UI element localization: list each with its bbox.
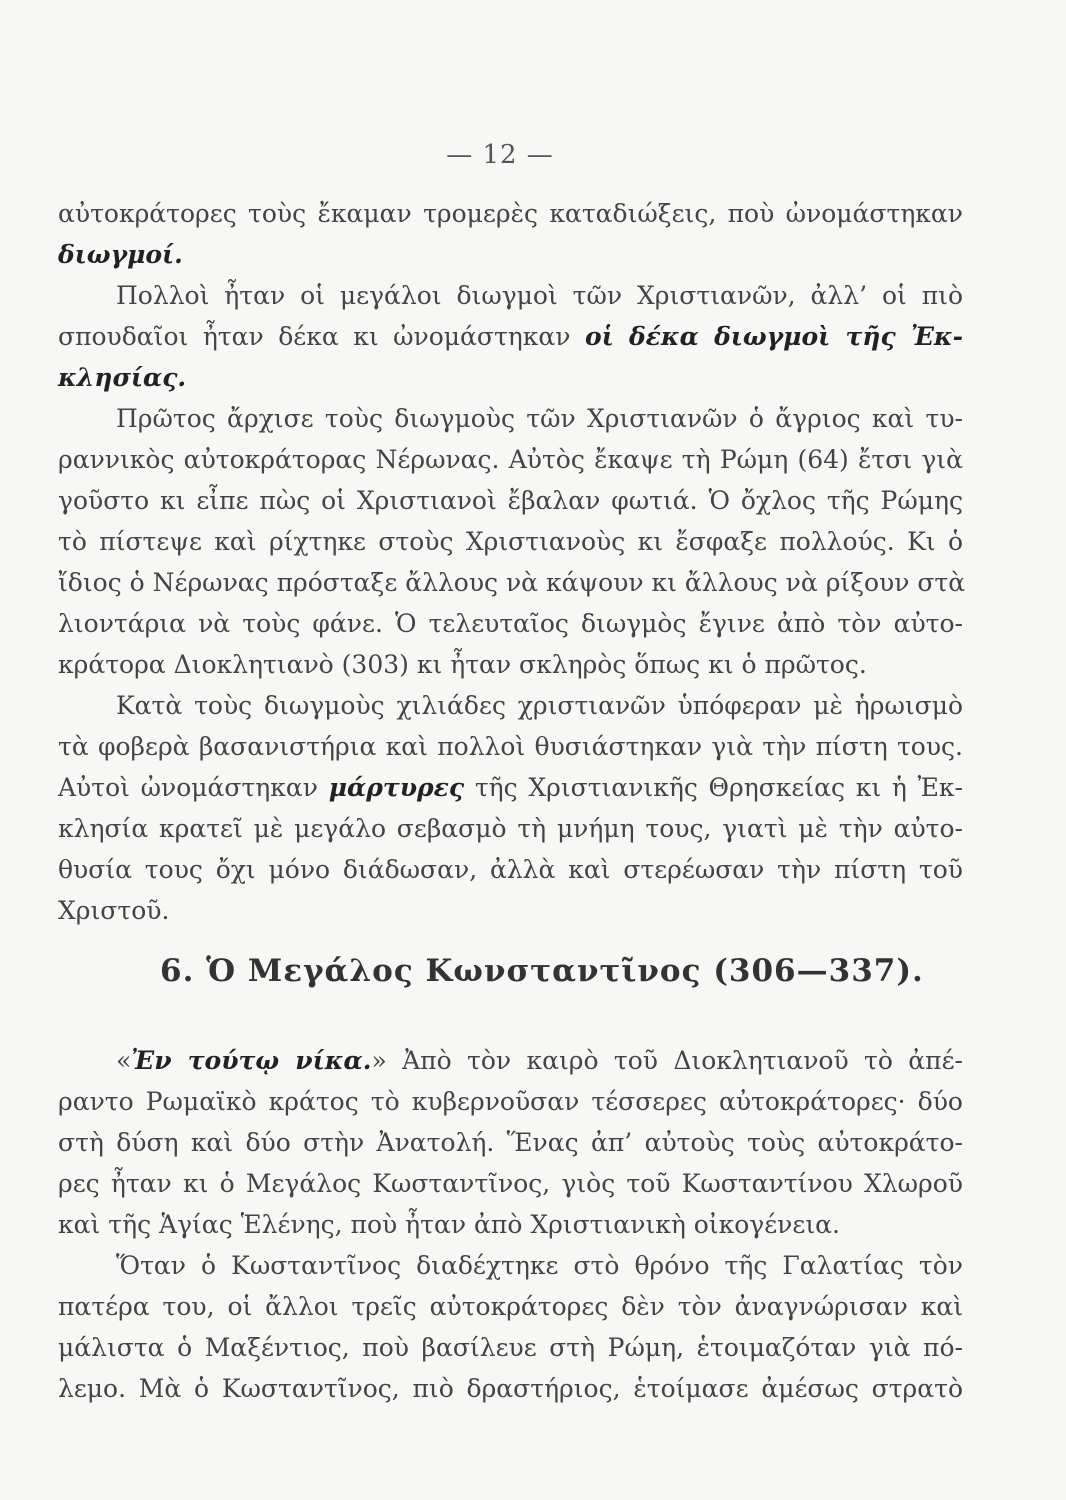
text-line bbox=[58, 1286, 963, 1327]
text-line bbox=[58, 726, 963, 767]
text-line bbox=[58, 1245, 963, 1286]
line-text: τὰ φοβερὰ βασανιστήρια καὶ πολλοὶ θυσιάστηκαν γιὰ τὴν πίστη τους. bbox=[58, 732, 963, 761]
text-block-persecutions bbox=[58, 193, 966, 931]
text-line bbox=[58, 685, 963, 726]
text-line bbox=[58, 767, 963, 808]
line-text: αὐτοκράτορες τοὺς ἔκαμαν τρομερὲς καταδιώξεις, ποὺ ὠνομάστηκαν bbox=[58, 199, 963, 228]
line-text: γοῦστο κι εἶπε πὼς οἱ Χριστιανοὶ ἔβαλαν φωτιά. Ὁ ὄχλος τῆς Ρώμης bbox=[58, 486, 963, 515]
text-line bbox=[58, 234, 963, 275]
text-line bbox=[58, 603, 963, 644]
text-line bbox=[58, 808, 963, 849]
text-line bbox=[58, 1327, 963, 1368]
text-line bbox=[58, 1204, 963, 1245]
text-line bbox=[58, 1122, 963, 1163]
line-text: λεμο. Μὰ ὁ Κωσταντῖνος, πιὸ δραστήριος, ἑτοίμασε ἀμέσως στρατὸ bbox=[58, 1374, 963, 1403]
line-text: ρες ἦταν κι ὁ Μεγάλος Κωσταντῖνος, γιὸς τοῦ Κωσταντίνου Χλωροῦ bbox=[58, 1169, 963, 1198]
emphasized-term: μάρτυρες bbox=[328, 773, 465, 802]
text-line bbox=[58, 193, 963, 234]
line-text: στὴ δύση καὶ δύο στὴν Ἀνατολή. Ἕνας ἀπ’ αὐτοὺς τοὺς αὐτοκράτο- bbox=[58, 1128, 963, 1157]
line-text: θυσία τους ὄχι μόνο διάδωσαν, ἀλλὰ καὶ στερέωσαν τὴν πίστη τοῦ bbox=[58, 855, 963, 884]
emphasized-term: διωγμοί. bbox=[58, 240, 183, 269]
line-text: τῆς Χριστιανικῆς Θρησκείας κι ἡ Ἐκ- bbox=[464, 773, 963, 802]
text-line bbox=[58, 644, 963, 685]
text-line bbox=[58, 398, 963, 439]
emphasized-term: Ἐν τούτῳ νίκα. bbox=[131, 1046, 372, 1075]
line-text: Κατὰ τοὺς διωγμοὺς χιλιάδες χριστιανῶν ὑπόφεραν μὲ ἡρωισμὸ bbox=[116, 691, 963, 720]
line-text: ἴδιος ὁ Νέρωνας πρόσταξε ἄλλους νὰ κάψουν κι ἄλλους νὰ ρίξουν στὰ bbox=[58, 568, 966, 597]
page-number: — 12 — bbox=[446, 140, 554, 170]
line-text: καὶ τῆς Ἁγίας Ἑλένης, ποὺ ἦταν ἀπὸ Χριστιανικὴ οἰκογένεια. bbox=[58, 1210, 840, 1239]
text-line bbox=[58, 439, 963, 480]
line-text: μάλιστα ὁ Μαξέντιος, ποὺ βασίλευε στὴ Ρώμη, ἑτοιμαζόταν γιὰ πό- bbox=[58, 1333, 963, 1362]
emphasized-term: οἱ δέκα διωγμοὶ τῆς Ἐκ- bbox=[584, 322, 963, 351]
line-text: τὸ πίστεψε καὶ ρίχτηκε στοὺς Χριστιανοὺς κι ἔσφαξε πολλούς. Κι ὁ bbox=[58, 527, 963, 556]
text-line bbox=[58, 849, 963, 890]
text-line bbox=[58, 275, 963, 316]
line-text: » Ἀπὸ τὸν καιρὸ τοῦ Διοκλητιανοῦ τὸ ἀπέ- bbox=[371, 1046, 964, 1075]
line-text: Αὐτοὶ ὠνομάστηκαν bbox=[58, 773, 329, 802]
text-line bbox=[58, 1081, 963, 1122]
text-line bbox=[58, 357, 963, 398]
emphasized-term: κλησίας. bbox=[58, 363, 187, 392]
line-text: σπουδαῖοι ἦταν δέκα κι ὠνομάστηκαν bbox=[58, 322, 585, 351]
text-line bbox=[58, 562, 966, 603]
text-line bbox=[58, 890, 963, 931]
text-line bbox=[58, 316, 963, 357]
line-text: Χριστοῦ. bbox=[58, 896, 170, 925]
text-line bbox=[58, 1368, 963, 1409]
text-line bbox=[58, 1163, 963, 1204]
text-line bbox=[58, 480, 963, 521]
text-line bbox=[58, 1040, 963, 1081]
line-text: πατέρα του, οἱ ἄλλοι τρεῖς αὐτοκράτορες δὲν τὸν ἀναγνώρισαν καὶ bbox=[58, 1292, 963, 1321]
line-text: ραντο Ρωμαϊκὸ κράτος τὸ κυβερνοῦσαν τέσσερες αὐτοκράτορες· δύο bbox=[58, 1087, 963, 1116]
text-block-constantine bbox=[58, 1040, 963, 1409]
line-text: Πρῶτος ἄρχισε τοὺς διωγμοὺς τῶν Χριστιανῶν ὁ ἄγριος καὶ τυ- bbox=[116, 404, 963, 433]
line-text: λιοντάρια νὰ τοὺς φάνε. Ὁ τελευταῖος διωγμὸς ἔγινε ἀπὸ τὸν αὐτο- bbox=[58, 609, 963, 638]
line-text: ραννικὸς αὐτοκράτορας Νέρωνας. Αὐτὸς ἔκαψε τὴ Ρώμη (64) ἔτσι γιὰ bbox=[58, 445, 963, 474]
line-text: « bbox=[116, 1046, 132, 1075]
text-line bbox=[58, 521, 963, 562]
line-text: Ὅταν ὁ Κωσταντῖνος διαδέχτηκε στὸ θρόνο τῆς Γαλατίας τὸν bbox=[116, 1251, 963, 1280]
section-heading: 6. Ὁ Μεγάλος Κωνσταντῖνος (306—337). bbox=[160, 953, 924, 989]
line-text: κλησία κρατεῖ μὲ μεγάλο σεβασμὸ τὴ μνήμη τους, γιατὶ μὲ τὴν αὐτο- bbox=[58, 814, 963, 843]
line-text: Πολλοὶ ἦταν οἱ μεγάλοι διωγμοὶ τῶν Χριστιανῶν, ἀλλ’ οἱ πιὸ bbox=[116, 281, 963, 310]
line-text: κράτορα Διοκλητιανὸ (303) κι ἦταν σκληρὸς ὅπως κι ὁ πρῶτος. bbox=[58, 650, 867, 679]
